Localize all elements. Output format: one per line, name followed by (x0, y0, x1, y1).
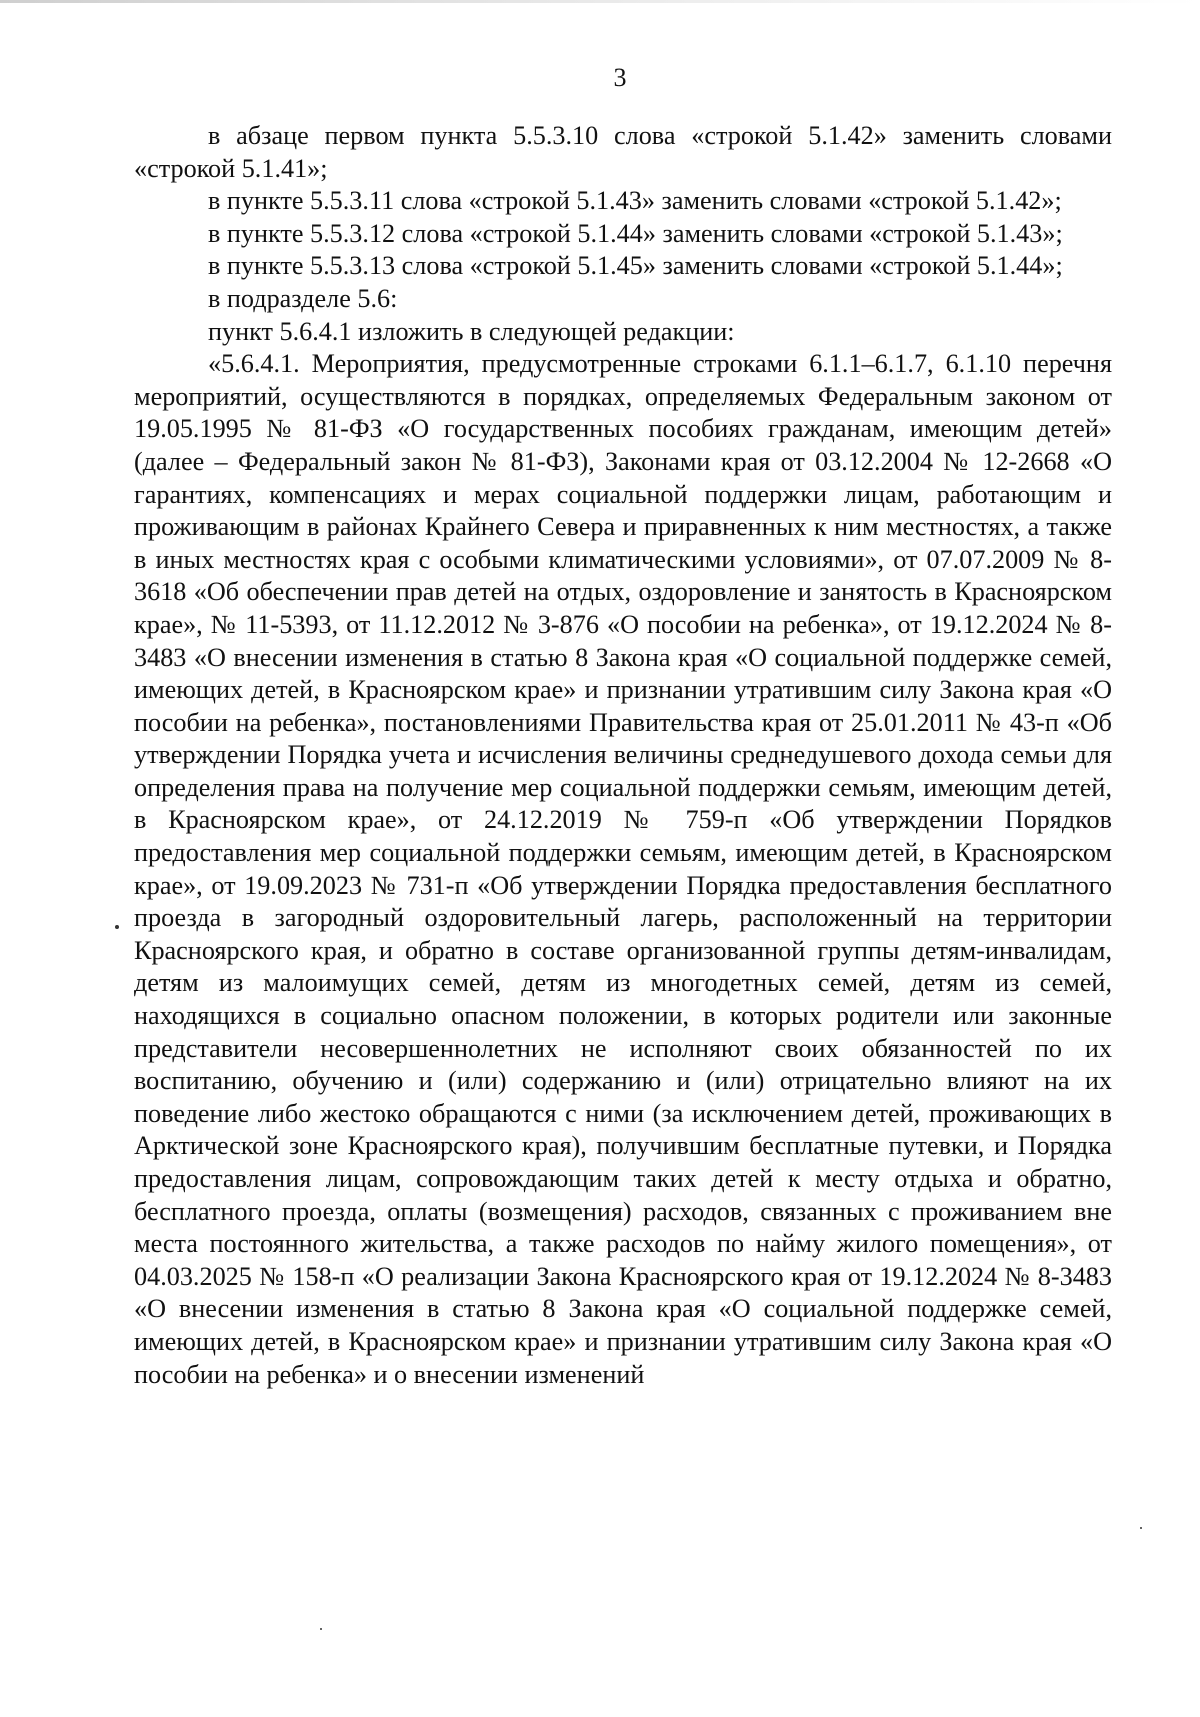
page-number: 3 (613, 63, 627, 92)
scan-speck (320, 1628, 322, 1630)
paragraph-5-5-3-12: в пункте 5.5.3.12 слова «строкой 5.1.44» заменить словами «строкой 5.1.43»; (208, 218, 1063, 248)
scan-speck (115, 925, 119, 929)
paragraph-5-5-3-10: в абзаце первом пункта 5.5.3.10 слова «строкой 5.1.42» заменить словами «строкой 5.1.41»; (134, 121, 1112, 183)
paragraph-5-6-4-1-intro: пункт 5.6.4.1 изложить в следующей редакции: (208, 316, 735, 346)
paragraph-subsection-5-6: в подразделе 5.6: (208, 283, 398, 313)
paragraph-5-5-3-13: в пункте 5.5.3.13 слова «строкой 5.1.45» заменить словами «строкой 5.1.44»; (208, 251, 1063, 281)
paragraph-5-5-3-11: в пункте 5.5.3.11 слова «строкой 5.1.43» заменить словами «строкой 5.1.42»; (208, 186, 1062, 216)
document-body (134, 120, 1112, 1391)
scan-speck (1140, 1527, 1142, 1529)
paragraph-5-6-4-1-text: «5.6.4.1. Мероприятия, предусмотренные строками 6.1.1–6.1.7, 6.1.10 перечня мероприятий, осуществляются в порядках, определяемых Федеральным законом от 19.05.1995 № 81-ФЗ «О государственных пособиях гражданам, имеющим детей» (далее – Федеральный закон № 81-ФЗ), Законами края от 03.12.2004 № 12-2668 «О гарантиях, компенсациях и мерах социальной поддержки лицам, работающим и проживающим в районах Крайнего Севера и приравненных к ним местностях, а также в иных местностях края с особыми климатическими условиями», от 07.07.2009 № 8-3618 «Об обеспечении прав детей на отдых, оздоровление и занятость в Красноярском крае», № 11-5393, от 11.12.2012 № 3-876 «О пособии на ребенка», от 19.12.2024 № 8-3483 «О внесении изменения в статью 8 Закона края «О социальной поддержке семей, имеющих детей, в Красноярском крае» и признании утратившим силу Закона края «О пособии на ребенка», постановлениями Правительства края от 25.01.2011 № 43-п «Об утверждении Порядка учета и исчисления величины среднедушевого дохода семьи для определения права на получение мер социальной поддержки семьям, имеющим детей, в Красноярском крае», от 24.12.2019 № 759-п «Об утверждении Порядков предоставления мер социальной поддержки семьям, имеющим детей, в Красноярском крае», от 19.09.2023 № 731-п «Об утверждении Порядка предоставления бесплатного проезда в загородный оздоровительный лагерь, расположенный на территории Красноярского края, и обратно в составе организованной группы детям-инвалидам, детям из малоимущих семей, детям из многодетных семей, детям из семей, находящихся в социально опасном положении, в которых родители или законные представители несовершеннолетних не исполняют своих обязанностей по их воспитанию, обучению и (или) содержанию и (или) отрицательно влияют на их поведение либо жестоко обращаются с ними (за исключением детей, проживающих в Арктической зоне Красноярского края), получившим бесплатные путевки, и Порядка предоставления лицам, сопровождающим таких детей к месту отдыха и обратно, бесплатного проезда, оплаты (возмещения) расходов, связанных с проживанием вне места постоянного жительства, а также расходов по найму жилого помещения», от 04.03.2025 № 158-п «О реализации Закона Красноярского края от 19.12.2024 № 8-3483 «О внесении изменения в статью 8 Закона края «О социальной поддержке семей, имеющих детей, в Красноярском крае» и признании утратившим силу Закона края «О пособии на ребенка» и о внесении изменений (134, 349, 1112, 1389)
scan-edge (0, 0, 1200, 3)
